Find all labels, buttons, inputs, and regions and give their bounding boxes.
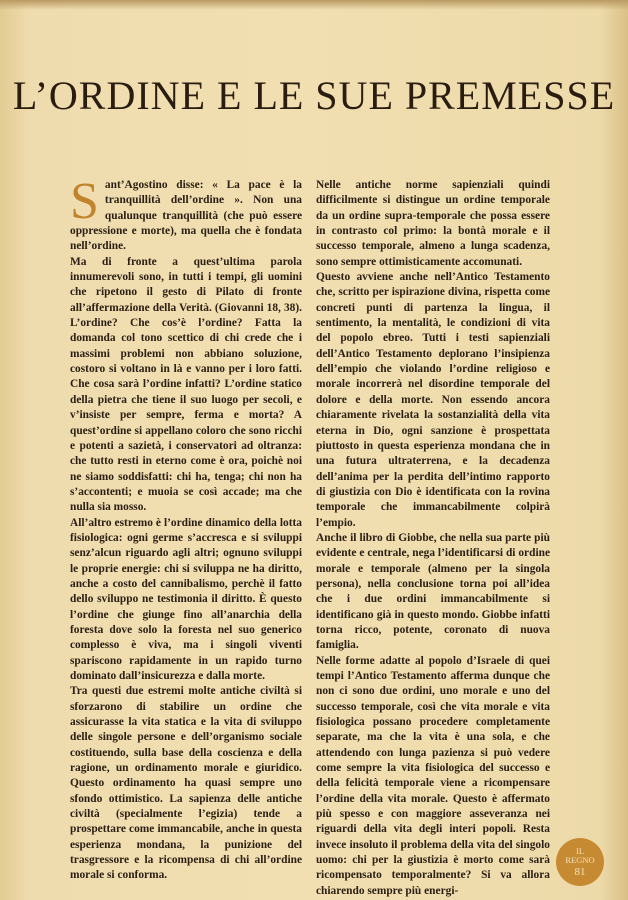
paragraph: Questo avviene anche nell’Antico Testamento che, scritto per ispirazione divina, rispetta come concreti punti di partenza la lingua, il sentimento, la mentalità, le condizioni di vita del popolo ebreo. Tutti i testi sapienziali dell’Antico Testamento deplorano l’insipienza dell’empio che violando l’ordine religioso e morale incorrerà nel disordine temporale del dolore e della morte. Non essendo ancora chiaramente rivelata la sostanzialità della vita eterna in Dio, ogni sanzione è prospettata piuttosto in questa esperienza mondana che in una futura ultraterrena, e la decadenza dell’anima per la perdita dell’intimo rapporto di giustizia con Dio è identificata con la rovina temporale che immancabilmente colpirà l’empio.	[316, 271, 550, 529]
paragraph-text: ant’Agostino disse: « La pace è la tranquillità dell’ordine ». Non una qualunque tranquillità (che può essere oppressione e morte), ma quella che è fondata nell’ordine.	[70, 179, 302, 253]
article-column-left	[70, 173, 302, 884]
page-top-edge	[0, 0, 628, 10]
logo-line: REGNO	[565, 855, 595, 865]
page-title: L’ORDINE E LE SUE PREMESSE	[12, 73, 616, 118]
paragraph: Nelle forme adatte al popolo d’Israele di quei tempi l’Antico Testamento afferma dunque che non ci sono due ordini, uno morale e uno del successo temporale, così che vita morale e vita fisiologica possano procedere completamente separate, ma che la vita è una sola, e che attendendo con lunga pazienza si può vedere come sempre la vita fisiologica del successo e della felicità temporale viene a ricompensare l’ordine della vita morale. Questo è affermato più spesso e con maggiore asseveranza nei riguardi della vita degli interi popoli. Resta invece insoluto il problema della vita del singolo uomo: chi per la giustizia è morto come sarà ricompensato temporalmente? Si va allora chiarendo sempre più energi-	[316, 654, 550, 897]
paragraph: Ma di fronte a quest’ultima parola innumerevoli sono, in tutti i tempi, gli uomini che ripetono il gesto di Pilato di fronte all’affermazione della Verità. (Giovanni 18, 38). L’ordine? Che cos’è l’ordine? Fatta la domanda col tono scettico di chi crede che i massimi problemi non abbiano soluzione, costoro si voltano in là e vanno per i loro fatti. Che cosa sarà l’ordine infatti? L’ordine statico della pietra che tiene il suo luogo per secoli, e v’insiste per sempre, ferma e morta? A quest’ordine si appellano coloro che sono ricchi e potenti a sazietà, i conservatori ad oltranza: che tutto resti in eterno come è ora, poichè noi ne siamo soddisfatti: chi ha, tenga; chi non ha s’accontenti; e muoia se così accade; ma che nulla sia mosso.	[70, 255, 302, 514]
paragraph	[70, 173, 302, 255]
page-number: 81	[574, 865, 586, 878]
article-column-right	[316, 178, 550, 899]
paragraph: Tra questi due estremi molte antiche civiltà si sforzarono di stabilire un ordine che assicurasse la vita statica e la vita di sviluppo delle singole persone e dell’organismo sociale costituendo, sulla base della coscienza e della ragione, un ordinamento morale e giuridico. Questo ordinamento ha quasi sempre uno sfondo ottimistico. La sapienza delle antiche civiltà (specialmente l’egizia) tende a prospettare come immancabile, anche in questa esperienza mondana, la punizione del trasgressore e la ricompensa di chi all’ordine morale si conforma.	[70, 685, 302, 882]
magazine-logo-badge	[556, 838, 604, 886]
paragraph: Nelle antiche norme sapienziali quindi difficilmente si distingue un ordine temporale da un ordine supra-temporale che possa essere in contrasto col primo: la bontà morale e il successo temporale, almeno a lunga scadenza, sono sempre ottimisticamente accomunati.	[316, 179, 550, 268]
paragraph: Anche il libro di Giobbe, che nella sua parte più evidente e centrale, nega l’identificarsi di ordine morale e temporale (almeno per la singola persona), nella conclusione torna poi all’idea che i due ordini immancabilmente si identificano già in questo mondo. Giobbe infatti torna ricco, potente, coronato di nuova famiglia.	[316, 531, 550, 652]
drop-cap: S	[70, 173, 99, 230]
paragraph: All’altro estremo è l’ordine dinamico della lotta fisiologica: ogni germe s’accresca e si sviluppi senz’alcun riguardo agli altri; ognuno sviluppi le proprie energie: chi si sviluppa ne ha diritto, anche a costo del cannibalismo, perchè il fatto dello sviluppo ne testimonia il diritto. È questo l’ordine che giunge fino all’anarchia della foresta dove solo la foresta nel suo generico complesso è viva, ma i singoli viventi spariscono rapidamente in un rapido turno dominato dall’insicurezza e dalla morte.	[70, 516, 302, 682]
logo-line: IL	[575, 845, 585, 856]
